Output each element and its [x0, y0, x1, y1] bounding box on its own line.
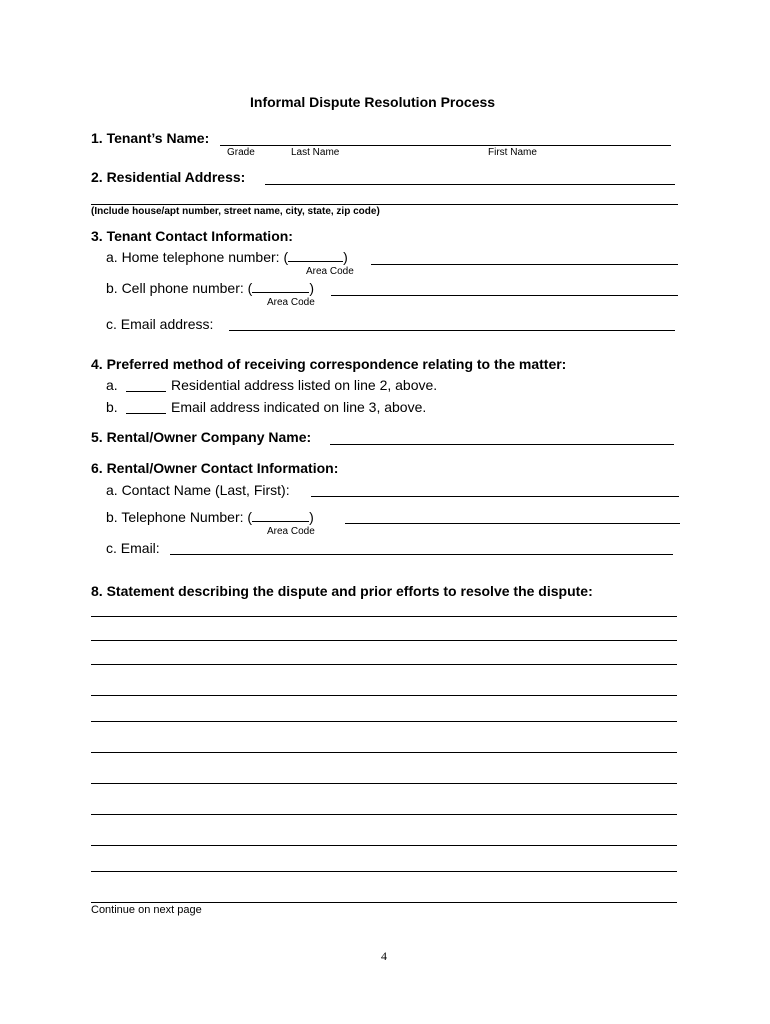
- owner-telephone-paren-close: ): [309, 509, 314, 525]
- option-a-letter: a.: [106, 377, 118, 393]
- continue-note: Continue on next page: [91, 904, 202, 916]
- last-name-caption: Last Name: [291, 147, 340, 158]
- option-a-text: Residential address listed on line 2, above.: [171, 377, 438, 393]
- home-phone-area-code-caption: Area Code: [306, 266, 354, 277]
- address-instruction-note: (Include house/apt number, street name, city, state, zip code): [91, 206, 380, 217]
- statement-line[interactable]: [91, 640, 677, 641]
- tenant-name-label: 1. Tenant’s Name:: [91, 130, 210, 146]
- owner-telephone-number-field[interactable]: [345, 523, 680, 524]
- home-phone-area-code-field[interactable]: [288, 249, 343, 262]
- contact-name-field[interactable]: [311, 496, 679, 497]
- residential-address-field[interactable]: [265, 184, 675, 185]
- residential-address-field-line2[interactable]: [91, 204, 678, 205]
- owner-contact-heading: 6. Rental/Owner Contact Information:: [91, 460, 339, 476]
- option-b-text: Email address indicated on line 3, above.: [171, 399, 427, 415]
- cell-phone-area-code-field[interactable]: [252, 280, 309, 293]
- cell-phone-number-field[interactable]: [331, 295, 678, 296]
- owner-telephone-label: b. Telephone Number: (: [106, 509, 253, 525]
- statement-line[interactable]: [91, 783, 677, 784]
- home-phone-label: a. Home telephone number: (: [106, 249, 289, 265]
- statement-line[interactable]: [91, 664, 677, 665]
- cell-phone-paren-close: ): [309, 280, 314, 296]
- company-name-label: 5. Rental/Owner Company Name:: [91, 429, 312, 445]
- email-address-field[interactable]: [229, 330, 675, 331]
- option-b-checkbox-blank[interactable]: [126, 413, 166, 414]
- owner-email-field[interactable]: [170, 554, 673, 555]
- home-phone-paren-close: ): [343, 249, 348, 265]
- page-title: Informal Dispute Resolution Process: [250, 94, 496, 110]
- home-phone-number-field[interactable]: [371, 264, 678, 265]
- statement-line[interactable]: [91, 721, 677, 722]
- cell-phone-area-code-caption: Area Code: [267, 297, 315, 308]
- statement-line[interactable]: [91, 752, 677, 753]
- cell-phone-row: [106, 280, 314, 296]
- owner-telephone-area-code-caption: Area Code: [267, 526, 315, 537]
- option-a-checkbox-blank[interactable]: [126, 391, 166, 392]
- statement-line[interactable]: [91, 814, 677, 815]
- page-number: 4: [381, 949, 387, 963]
- statement-line[interactable]: [91, 871, 677, 872]
- owner-telephone-area-code-field[interactable]: [252, 509, 309, 522]
- owner-telephone-row: [106, 509, 314, 525]
- company-name-field[interactable]: [330, 444, 674, 445]
- option-b-letter: b.: [106, 399, 118, 415]
- tenant-contact-heading: 3. Tenant Contact Information:: [91, 228, 293, 244]
- statement-line[interactable]: [91, 616, 677, 617]
- contact-name-label: a. Contact Name (Last, First):: [106, 482, 290, 498]
- tenant-name-field[interactable]: [220, 145, 671, 146]
- statement-line[interactable]: [91, 845, 677, 846]
- grade-caption: Grade: [227, 147, 255, 158]
- first-name-caption: First Name: [488, 147, 537, 158]
- email-address-label: c. Email address:: [106, 316, 214, 332]
- statement-line[interactable]: [91, 695, 677, 696]
- owner-email-label: c. Email:: [106, 540, 160, 556]
- home-phone-row: [106, 249, 348, 265]
- residential-address-label: 2. Residential Address:: [91, 169, 246, 185]
- statement-heading: 8. Statement describing the dispute and prior efforts to resolve the dispute:: [91, 583, 593, 599]
- cell-phone-label: b. Cell phone number: (: [106, 280, 253, 296]
- statement-line[interactable]: [91, 902, 677, 903]
- preferred-method-heading: 4. Preferred method of receiving correspondence relating to the matter:: [91, 356, 567, 372]
